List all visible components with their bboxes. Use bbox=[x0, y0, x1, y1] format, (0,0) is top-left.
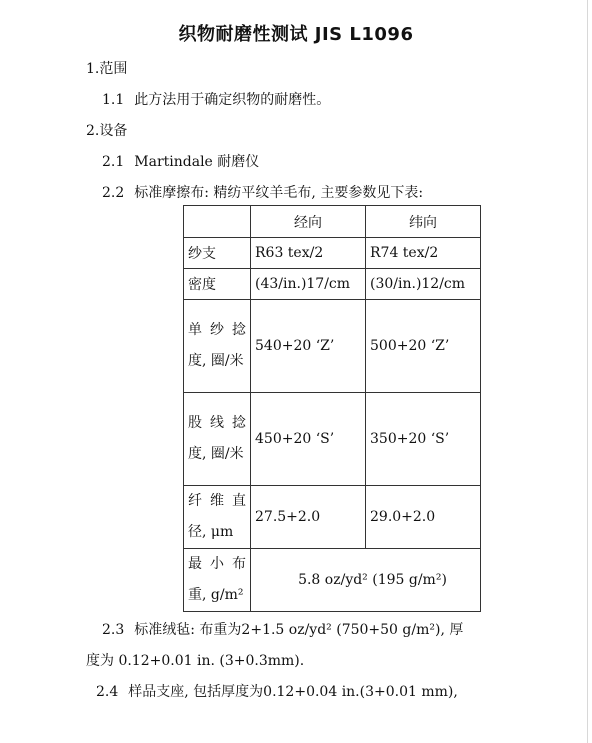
fabric-parameters-table bbox=[183, 205, 481, 612]
table-row bbox=[184, 549, 481, 612]
section-2-3 bbox=[102, 619, 463, 639]
table-row bbox=[184, 269, 481, 300]
page-edge-line bbox=[587, 0, 588, 743]
section-text: 标准摩擦布: 精纺平纹羊毛布, 主要参数见下表: bbox=[134, 185, 424, 201]
warp-value: 450+20 ‘S’ bbox=[251, 393, 366, 486]
table-header-cell bbox=[184, 206, 251, 238]
section-number: 2.3 bbox=[102, 622, 125, 638]
weft-value: 350+20 ‘S’ bbox=[366, 393, 481, 486]
section-2-heading: 2.设备 bbox=[86, 123, 128, 139]
table-row bbox=[184, 238, 481, 269]
fabric-weight-value: 5.8 oz/yd² (195 g/m²) bbox=[251, 549, 481, 612]
row-label: 最小布重, g/m² bbox=[184, 549, 251, 612]
section-number: 1.1 bbox=[102, 92, 125, 108]
section-1-heading: 1.范围 bbox=[86, 61, 128, 77]
warp-value: 540+20 ‘Z’ bbox=[251, 300, 366, 393]
table-row bbox=[184, 393, 481, 486]
table-header-cell: 纬向 bbox=[366, 206, 481, 238]
row-label: 纱支 bbox=[184, 238, 251, 269]
section-number: 2.1 bbox=[102, 154, 125, 170]
row-label: 纤维直径, μm bbox=[184, 486, 251, 549]
weft-value: 500+20 ‘Z’ bbox=[366, 300, 481, 393]
section-2-1 bbox=[102, 151, 259, 171]
table-row bbox=[184, 486, 481, 549]
section-text: Martindale 耐磨仪 bbox=[134, 154, 260, 170]
warp-value: (43/in.)17/cm bbox=[251, 269, 366, 300]
section-2-4 bbox=[96, 681, 458, 701]
weft-value: 29.0+2.0 bbox=[366, 486, 481, 549]
section-2-2 bbox=[102, 182, 423, 202]
section-number: 2.4 bbox=[96, 684, 119, 700]
warp-value: 27.5+2.0 bbox=[251, 486, 366, 549]
table-header-cell: 经向 bbox=[251, 206, 366, 238]
section-2-3-continued: 度为 0.12+0.01 in. (3+0.3mm). bbox=[86, 653, 305, 669]
document-title: 织物耐磨性测试 JIS L1096 bbox=[178, 24, 414, 45]
weft-value: (30/in.)12/cm bbox=[366, 269, 481, 300]
row-label: 密度 bbox=[184, 269, 251, 300]
table-header-row bbox=[184, 206, 481, 238]
table-row bbox=[184, 300, 481, 393]
row-label: 单纱捻度, 圈/米 bbox=[184, 300, 251, 393]
section-text: 标准绒毡: 布重为2+1.5 oz/yd² (750+50 g/m²), 厚 bbox=[134, 622, 464, 638]
weft-value: R74 tex/2 bbox=[366, 238, 481, 269]
section-1-1 bbox=[102, 89, 330, 109]
section-text: 此方法用于确定织物的耐磨性。 bbox=[134, 92, 331, 108]
warp-value: R63 tex/2 bbox=[251, 238, 366, 269]
section-text: 样品支座, 包括厚度为0.12+0.04 in.(3+0.01 mm), bbox=[128, 684, 458, 700]
section-number: 2.2 bbox=[102, 185, 125, 201]
row-label: 股线捻度, 圈/米 bbox=[184, 393, 251, 486]
